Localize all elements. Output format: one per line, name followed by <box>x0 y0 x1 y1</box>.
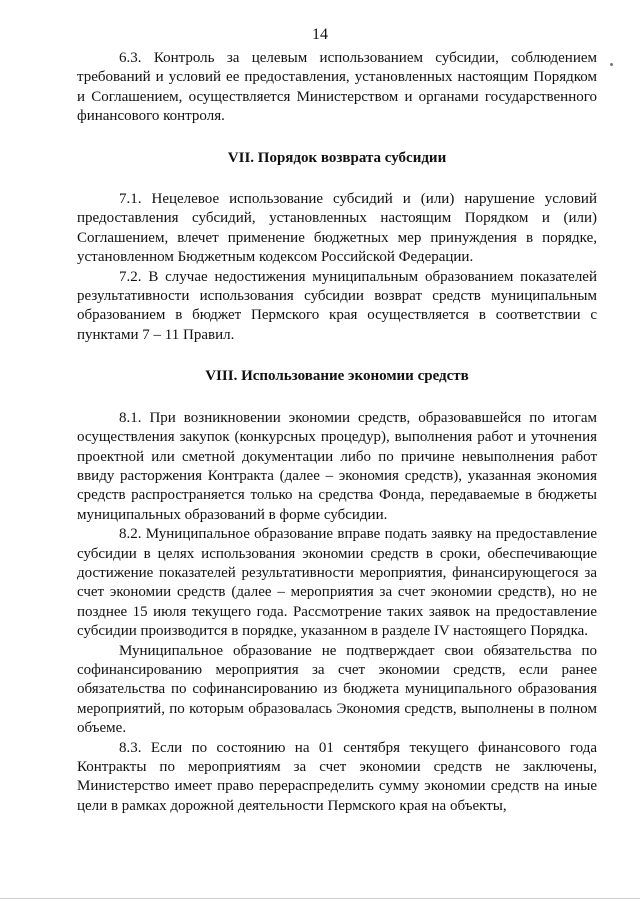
section-8-heading: VIII. Использование экономии средств <box>205 368 469 385</box>
paragraph-8-2: 8.2. Муниципальное образование вправе подать заявку на предоставление субсидии в целях использования экономии средств в сроки, обеспечивающие достижение показателей результативности мероприятия, финансирующегося за счет экономии средств (далее – мероприятия за счет экономии средств), но не позднее 15 июля текущего года. Рассмотрение таких заявок на предоставление субсидии производится в порядке, указанном в разделе IV настоящего Порядка. <box>77 526 597 640</box>
paragraph-7-2: 7.2. В случае недостижения муниципальным образованием показателей результативности использования субсидии возврат средств муниципальным образованием в бюджет Пермского края осуществляется в соответствии с пунктами 7 – 11 Правил. <box>77 268 597 343</box>
page-number: 14 <box>312 26 328 43</box>
section-7-heading: VII. Порядок возврата субсидии <box>227 149 447 166</box>
paragraph-8-3: 8.3. Если по состоянию на 01 сентября текущего финансового года Контракты по мероприятиям за счет экономии средств не заключены, Министерство имеет право перераспределить сумму экономии средств на иные цели в рамках дорожной деятельности Пермского края на объекты, <box>77 739 597 814</box>
scan-bottom-edge <box>0 898 640 899</box>
paragraph-6-3: 6.3. Контроль за целевым использованием субсидии, соблюдением требований и условий ее предоставления, установленных настоящим Порядком и Соглашением, осуществляется Министерством и органами государственного финансового контроля. <box>77 50 597 125</box>
paragraph-8-2-continued: Муниципальное образование не подтверждает свои обязательства по софинансированию мероприятия за счет экономии средств, если ранее обязательства по софинансированию из бюджета муниципального образования мероприятий, по которым образовалась Экономия средств, выполнены в полном объеме. <box>77 642 597 737</box>
scan-artifact-dot <box>610 63 613 66</box>
paragraph-8-1: 8.1. При возникновении экономии средств, образовавшейся по итогам осуществления закупок (конкурсных процедур), выполнения работ и уточнения проектной или сметной документации либо по причине невыполнения работ ввиду расторжения Контракта (далее – экономия средств), указанная экономия средств распространяется только на средства Фонда, передаваемые в бюджеты муниципальных образований в форме субсидии. <box>77 409 597 523</box>
paragraph-7-1: 7.1. Нецелевое использование субсидий и (или) нарушение условий предоставления субсидий, установленных настоящим Порядком и (или) Соглашением, влечет применение бюджетных мер принуждения в порядке, установленном Бюджетным кодексом Российской Федерации. <box>77 191 597 266</box>
document-body <box>77 49 597 816</box>
